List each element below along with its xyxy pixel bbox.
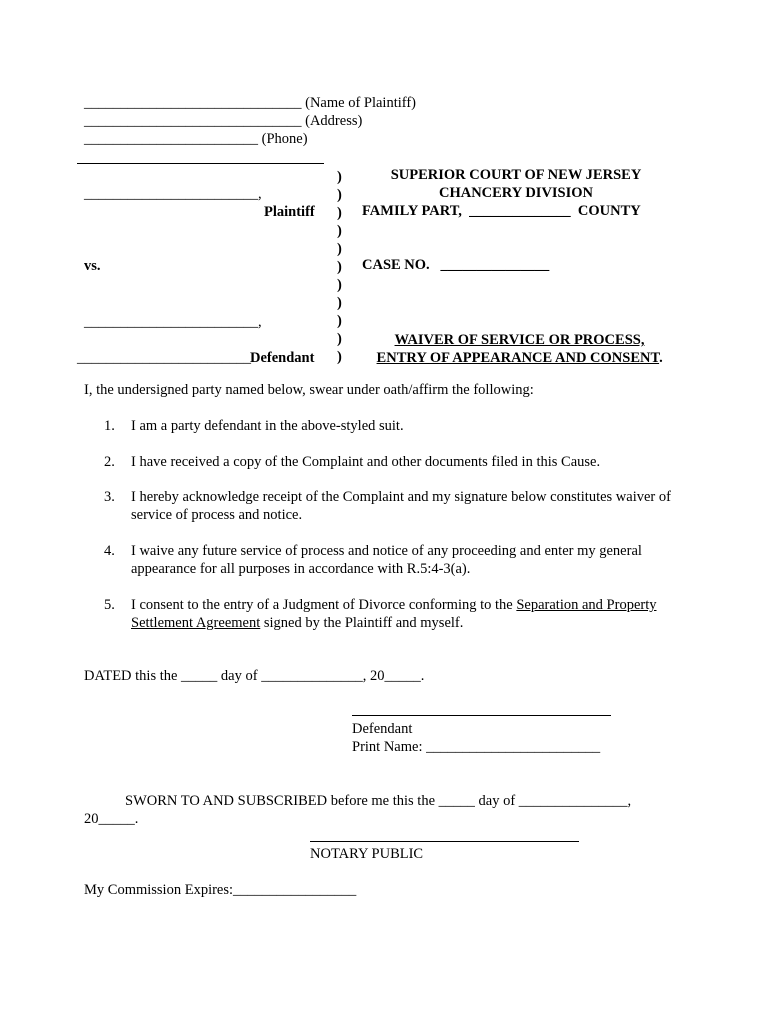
item-text: [131, 596, 694, 632]
item-number: 3.: [104, 489, 115, 505]
item5-text-before: I consent to the entry of a Judgment of Divorce conforming to the: [131, 597, 517, 613]
item-text: I hereby acknowledge receipt of the Complaint and my signature below constitutes waiver of service of process and notice.: [131, 489, 671, 523]
list-item: [104, 488, 694, 524]
commission-expires: My Commission Expires:_________________: [84, 882, 357, 898]
paren: ): [337, 349, 342, 365]
paren: ): [337, 169, 342, 185]
defendant-label: Defendant: [250, 350, 315, 366]
item-number: 2.: [104, 454, 115, 470]
signature-defendant-label: Defendant: [352, 721, 413, 737]
case-number: CASE NO. _______________: [362, 257, 550, 273]
vs-label: vs.: [84, 258, 101, 274]
dated-line: DATED this the _____ day of ______________, 20_____.: [84, 668, 425, 684]
defendant-line: ________________________: [77, 350, 251, 366]
plaintiff-label: Plaintiff: [264, 204, 315, 220]
item-text: I am a party defendant in the above-styled suit.: [131, 418, 404, 434]
item-number: 1.: [104, 418, 115, 434]
sworn-statement: SWORN TO AND SUBSCRIBED before me this the _____ day of _______________,: [125, 793, 632, 809]
document-title-period: .: [659, 350, 663, 366]
court-division: CHANCERY DIVISION: [438, 185, 594, 201]
caption-top-rule: [77, 163, 324, 164]
list-item: [104, 596, 694, 632]
paren: ): [337, 187, 342, 203]
item-number: 5.: [104, 597, 115, 613]
item-text: I waive any future service of process and notice of any proceeding and enter my general appearance for all purposes in accordance with R.5:4-3(a).: [131, 543, 642, 577]
paren: ): [337, 277, 342, 293]
intro-statement: I, the undersigned party named below, swear under oath/affirm the following:: [84, 382, 534, 398]
print-name-line: Print Name: ________________________: [352, 739, 601, 755]
item-number: 4.: [104, 543, 115, 559]
paren: ): [337, 205, 342, 221]
list-item: [104, 453, 694, 471]
plaintiff-name-line: ______________________________ (Name of Plaintiff): [84, 95, 416, 111]
document-title-line2: ENTRY OF APPEARANCE AND CONSENT: [376, 350, 660, 366]
paren: ): [337, 331, 342, 347]
family-part-county: FAMILY PART, ______________ COUNTY: [362, 203, 641, 219]
document-title-line1: WAIVER OF SERVICE OR PROCESS,: [394, 332, 645, 348]
agreement-reference: Separation and Property Settlement Agreement: [131, 597, 657, 631]
document-title-2: [360, 331, 672, 367]
sworn-year: 20_____.: [84, 811, 139, 827]
plaintiff-phone-line: ________________________ (Phone): [84, 131, 308, 147]
notary-signature-line: [310, 841, 579, 842]
paren: ): [337, 313, 342, 329]
plaintiff-address-line: ______________________________ (Address): [84, 113, 363, 129]
defendant-blank: ________________________,: [84, 314, 262, 330]
paren: ): [337, 295, 342, 311]
paren: ): [337, 223, 342, 239]
plaintiff-blank: ________________________,: [84, 186, 262, 202]
list-item: [104, 542, 694, 578]
item5-text-after: signed by the Plaintiff and myself.: [260, 615, 464, 631]
list-item: [104, 417, 694, 435]
paren: ): [337, 259, 342, 275]
item-text: I have received a copy of the Complaint and other documents filed in this Cause.: [131, 454, 601, 470]
defendant-signature-line: [352, 715, 611, 716]
notary-public-label: NOTARY PUBLIC: [310, 846, 424, 862]
court-name: SUPERIOR COURT OF NEW JERSEY: [390, 167, 642, 183]
paren: ): [337, 241, 342, 257]
